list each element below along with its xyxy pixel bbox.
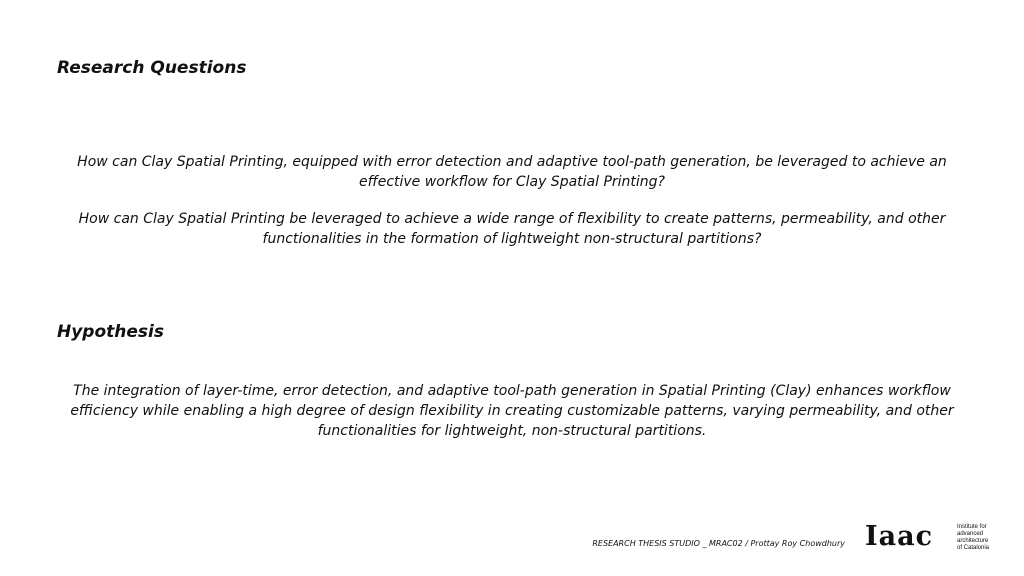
iaac-logo-subtitle (957, 524, 989, 552)
logo-line: of Catalonia (957, 545, 990, 551)
hypothesis-text: The integration of layer-time, error detection, and adaptive tool-path generation in Spatial Printing (Clay) enhances workflow efficiency while enabling a high degree of design flexibility in creating customizable patterns, varying permeability, and other functionalities for lightweight, non-structural partitions. (70, 383, 954, 439)
research-questions-heading: Research Questions (57, 58, 247, 78)
iaac-logo: Iaac (865, 521, 934, 552)
footer-credit: RESEARCH THESIS STUDIO _ MRAC02 / Prottay Roy Chowdhury (592, 539, 845, 548)
hypothesis-heading: Hypothesis (57, 322, 164, 342)
research-question-1: How can Clay Spatial Printing, equipped with error detection and adaptive tool-path generation, be leveraged to achieve an effective workflow for Clay Spatial Printing? (77, 154, 947, 190)
logo-line: Institute for (957, 524, 987, 530)
research-question-2: How can Clay Spatial Printing be leveraged to achieve a wide range of flexibility to create patterns, permeability, and other functionalities in the formation of lightweight non-structural partitions? (78, 211, 946, 247)
logo-line: architecture (957, 538, 989, 544)
logo-line: advanced (957, 531, 984, 537)
